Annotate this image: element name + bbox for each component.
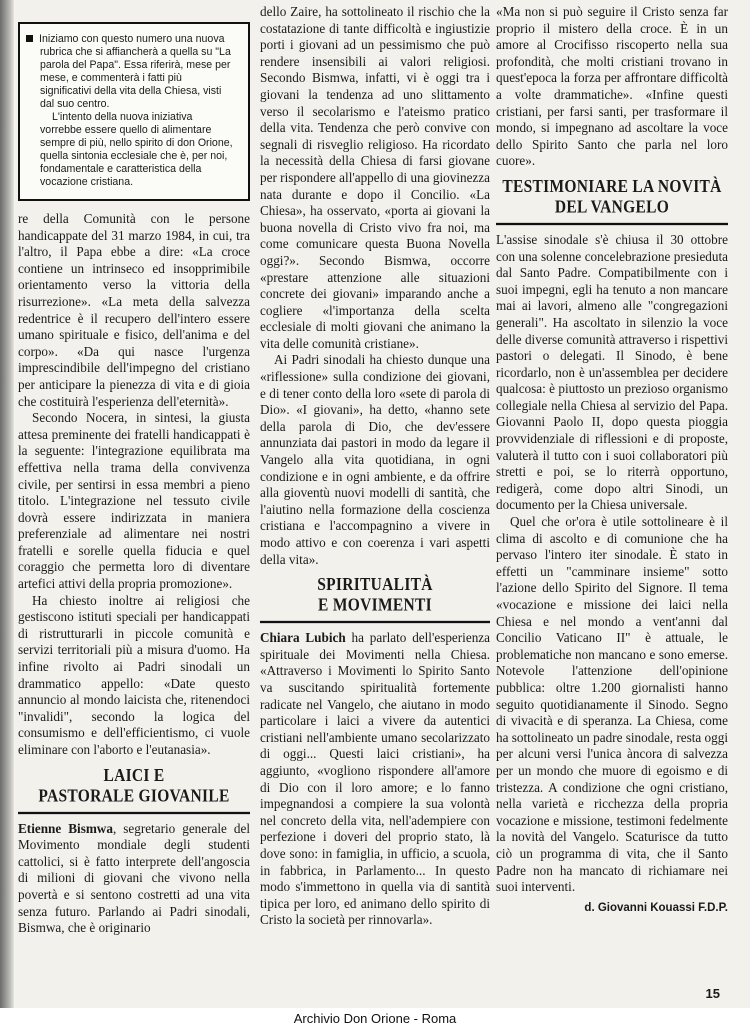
page-number: 15 (705, 986, 720, 1001)
speaker-name: Chiara Lubich (260, 630, 346, 646)
author-signature: d. Giovanni Kouassi F.D.P. (584, 901, 728, 914)
intro-text-1: Iniziamo con questo numero una nuova rubrica che si affiancherà a quella su "La parola del Papa". Essa riferirà, mese per mese, e commenterà i fatti più significativi della vita della Chiesa, visti dal suo centro. (39, 33, 231, 110)
intro-paragraph-1 (40, 33, 236, 111)
section-heading-laici (18, 765, 250, 813)
body-paragraph: Secondo Nocera, in sintesi, la giusta attesa preminente dei fratelli handicappati è la seguente: l'integrazione equilibrata ma effettiva nella trama della convivenza civile, per sentirsi in essa membri a pieno titolo. L'integrazione nel tessuto civile dovrà essere indirizzata in maniera preferenziale ad alimentare nei nostri fratelli e sorelle quella fiducia e quel coraggio che permetta loro di diventare artefici attivi della propria promozione». (18, 410, 250, 592)
body-paragraph: Ha chiesto inoltre ai religiosi che gestiscono istituti speciali per handicappati di ristrutturarli in piccole comunità e servizi territoriali più a misura d'uomo. Ha infine rivolto ai Padri sinodali un drammatico appello: «Date questo annuncio al mondo laicista che, ritenendoci "invalidi", secondo la logica del consumismo e dell'efficientismo, ci vuole eliminare con l'aborto e l'eutanasia». (18, 592, 250, 757)
speaker-name: Etienne Bismwa (18, 820, 113, 836)
section-heading-testimoniare (496, 177, 728, 225)
intro-box (18, 22, 250, 201)
section-heading-line: E MOVIMENTI (318, 595, 432, 616)
section-heading-line: DEL VANGELO (554, 197, 670, 218)
square-bullet-icon (26, 35, 33, 42)
section-heading-line: LAICI E (103, 765, 165, 785)
body-paragraph (18, 821, 250, 937)
body-paragraph: Ai Padri sinodali ha chiesto dunque una «riflessione» sulla condizione dei giovani, e di tener conto della loro «sete di parola di Dio». «I giovani», ha detto, «hanno sete della parola di Dio, che dev'essere annunziata dai pastori in modo da legare il Vangelo alla vita quotidiana, in ogni condizione e in ogni ambiente, e da offrire alla gioventù nuovi modelli di santità, che l'aiutino nella formazione della coscienza cristiana e l'accompagnino a vivere in modo attivo e con coerenza i vari aspetti della vita». (260, 352, 490, 567)
binding-edge (0, 0, 14, 1030)
body-text: ha parlato dell'esperienza spirituale dei Movimenti nella Chiesa. «Attraverso i Movimenti lo Spirito Santo va suscitando spiritualità fortemente radicate nel Vangelo, che aiutano in modo particolare i laici a vivere da autentici cristiani nell'ambiente umano secolarizzato di oggi... Questi laici cristiani», ha aggiunto, «vogliono rispondere all'amore di Dio con il loro amore; e lo fanno impegnandosi a compiere la sua volontà nel concreto della vita, nell'adempiere con perfezione i doveri del proprio stato, là dove sono: in famiglia, in ufficio, a scuola, in fabbrica, in Parlamento... In questo modo s'immettono in quella via di santità tipica per loro, ed animano dello spirito di Cristo la società per rinnovarla». (260, 630, 490, 928)
intro-paragraph-2: L'intento della nuova iniziativa vorrebbe essere quello di alimentare sempre di più, nello spirito di don Orione, quella sintonia ecclesiale che è, per noi, fondamentale e caratteristica della vocazione cristiana. (40, 111, 233, 188)
section-heading-spiritualita (260, 575, 490, 623)
column-right (496, 4, 728, 916)
body-paragraph: re della Comunità con le persone handicappate del 31 marzo 1984, in cui, tra l'altro, il Papa ebbe a dire: «La croce contiene un intrinseco ed insopprimibile orientamento verso la vittoria della risurrezione». «La meta della salvezza redentrice è il recupero dell'intero essere umano spirituale e fisico, dell'anima e del corpo». «Da qui nasce l'urgenza imprescindibile dell'impegno del cristiano per anticipare la pienezza di vita e di gioia che costituirà l'esperienza dell'eternità». (18, 211, 250, 409)
body-text: , segretario generale del Movimento mondiale degli studenti cattolici, si è fatto interprete dell'angoscia di milioni di giovani che vivono nella povertà e si sentono costretti ad una vita senza futuro. Parlando ai Padri sinodali, Bismwa, che è originario (18, 820, 251, 936)
archive-credit: Archivio Don Orione - Roma (0, 1008, 750, 1030)
body-paragraph: Quel che or'ora è utile sottolineare è il clima di ascolto e di comunione che ha pervaso l'intero iter sinodale. È stato in effetti un "camminare insieme" sotto l'azione dello Spirito del Signore. Il tema «vocazione e missione dei laici nella Chiesa e nel mondo a vent'anni dal Concilio Vaticano II" è attuale, le problematiche non mancano e sono emerse. Notevole l'attenzione dell'opinione pubblica: oltre 1.200 giornalisti hanno seguito quotidianamente il Sinodo. Segno di vivacità e di speranza. La Chiesa, come ha sottolineato un padre sinodale, resta oggi per alcuni versi l'unica àncora di salvezza per un mondo che muore di egoismo e di tristezza. A condizione che ogni cristiano, nella varietà e ricchezza della propria vocazione e missione, testimoni fedelmente la novità del Vangelo. Scaturisce da tutto ciò un programma di vita, che il Santo Padre non ha mancato di richiamare nei suoi interventi. (496, 514, 728, 895)
section-heading-line: PASTORALE GIOVANILE (38, 786, 230, 806)
body-paragraph: dello Zaire, ha sottolineato il rischio che la costatazione di tante difficoltà e ingiustizie porti i giovani ad un pessimismo che può rendere insensibili ai valori religiosi. Secondo Bismwa, infatti, vi è oggi tra i giovani la tendenza ad uno slittamento verso il secolarismo e l'ateismo pratico della vita. Tendenza che però convive con segnali di risveglio religioso. Ha ricordato la necessità della Chiesa di farsi giovane per rispondere all'appello di una giovinezza nata durante e dopo il Concilio. «La Chiesa», ha osservato, «porta ai giovani la buona novella di Cristo vivo fra noi, ma come comunicare questa Buona Novella oggi?». Secondo Bismwa, occorre «prestare attenzione alle situazioni concrete dei giovani» imparando anche a cogliere «l'importanza della scelta ecclesiale di molti giovani che animano la vita delle comunità cristiane». (260, 4, 490, 351)
section-heading-line: TESTIMONIARE LA NOVITÀ (502, 176, 722, 197)
column-left (18, 22, 250, 937)
column-middle (260, 4, 490, 929)
body-paragraph: L'assise sinodale s'è chiusa il 30 ottobre con una solenne concelebrazione presieduta dal Santo Padre. Compatibilmente con i suoi impegni, egli ha tenuto a non mancare mai ai lavori, almeno alle "congregazioni generali". Ha ascoltato in silenzio la voce delle diverse comunità attraverso i rispettivi pastori o delegati. Il Sinodo, è bene ricordarlo, non è un'assemblea per decidere qualcosa: è piuttosto un prezioso organismo collegiale nella Chiesa al servizio del Papa. Giovanni Paolo II, dopo questa pioggia provvidenziale di riflessioni e di proposte, valuterà il tutto con i suoi collaboratori più stretti e poi, se lo riterrà opportuno, redigerà, come dopo altri Sinodi, un documento per la Chiesa universale. (496, 231, 728, 513)
section-heading-line: SPIRITUALITÀ (317, 575, 433, 595)
body-paragraph (260, 630, 490, 929)
body-paragraph: «Ma non si può seguire il Cristo senza far proprio il mistero della croce. È in un amore al Crocifisso riscoperto nella sua profondità, che molti cristiani trovano in quest'epoca la forza per affrontare difficoltà a volte drammatiche». «Infine questi cristiani, per farsi santi, per trasformare il mondo, si impegnano ad ascoltare la voce dello Spirito Santo che parla nel loro cuore». (496, 4, 728, 169)
